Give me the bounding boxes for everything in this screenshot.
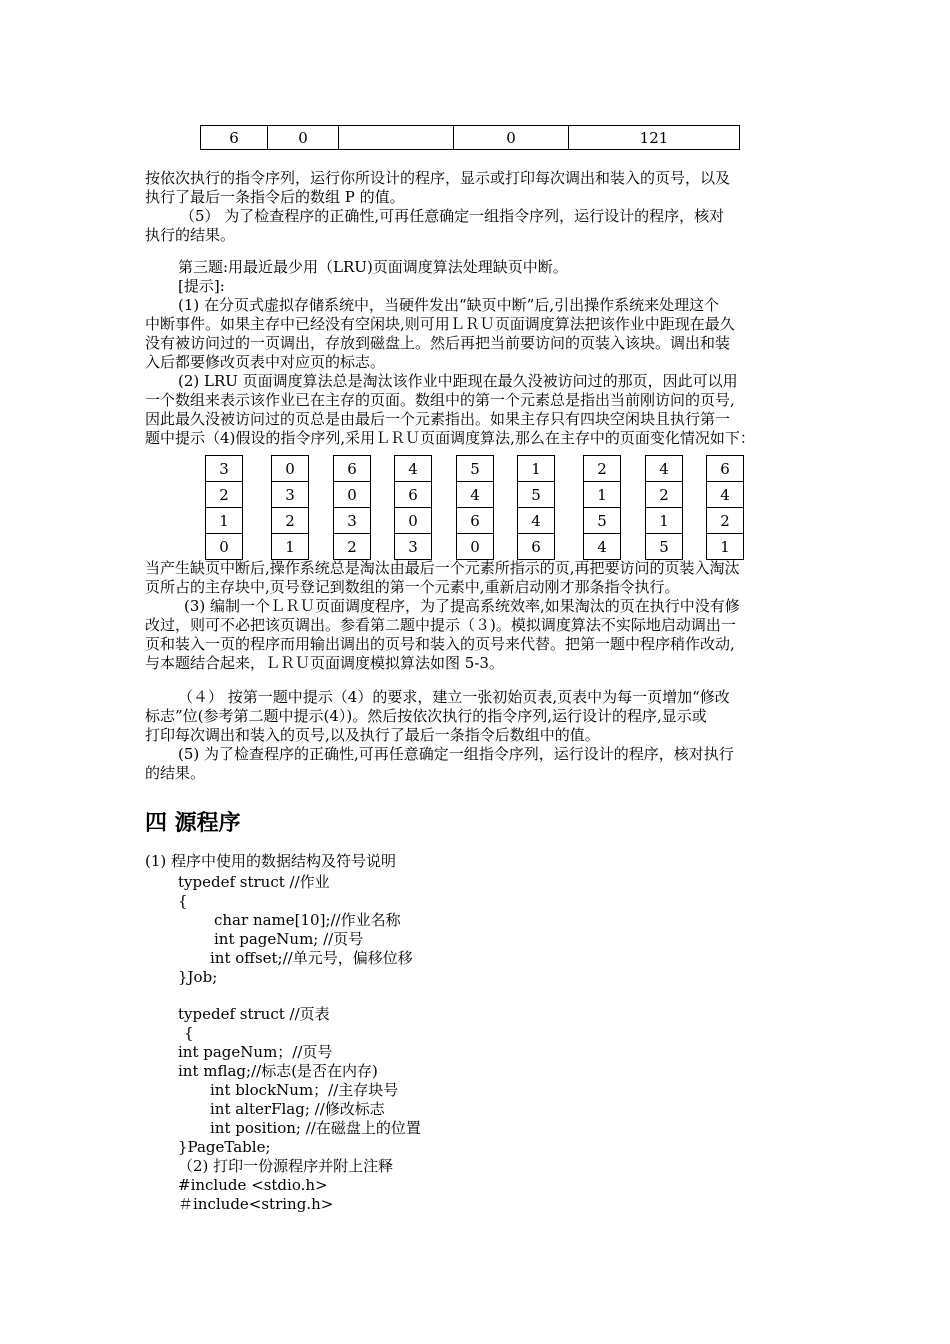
table-cell: 3 <box>334 508 371 534</box>
table-row <box>206 482 243 508</box>
paragraph-line: (2) LRU 页面调度算法总是淘汰该作业中距现在最久没被访问过的那页，因此可以用 <box>178 372 738 390</box>
table-cell: 4 <box>395 456 432 482</box>
section-heading: 四 源程序 <box>145 811 241 836</box>
code-line: int pageNum；//页号 <box>178 1043 333 1061</box>
table-cell: 5 <box>457 456 494 482</box>
table-cell: 2 <box>334 534 371 560</box>
table-row <box>206 534 243 560</box>
table-cell: 6 <box>707 456 744 482</box>
paragraph-line: 执行的结果。 <box>145 226 236 244</box>
table-cell: 0 <box>268 126 339 150</box>
table-row <box>334 456 371 482</box>
code-line: }PageTable; <box>178 1138 271 1156</box>
paragraph-line: 与本题结合起来，ＬＲＵ页面调度模拟算法如图 5-3。 <box>145 654 504 672</box>
table-cell: 2 <box>707 508 744 534</box>
code-caption: (1) 程序中使用的数据结构及符号说明 <box>145 852 397 870</box>
table-cell: 0 <box>272 456 309 482</box>
lru-column <box>706 455 744 560</box>
code-line: int position; //在磁盘上的位置 <box>210 1119 421 1137</box>
table-row <box>395 456 432 482</box>
table-row <box>646 456 683 482</box>
table-cell: 4 <box>646 456 683 482</box>
paragraph-line: 页所占的主存块中,页号登记到数组的第一个元素中,重新启动刚才那条指令执行。 <box>145 578 680 596</box>
paragraph-line: （5） 为了检查程序的正确性,可再任意确定一组指令序列，运行设计的程序，核对 <box>180 207 725 225</box>
table-cell: 6 <box>395 482 432 508</box>
table-row <box>518 482 555 508</box>
table-row <box>334 534 371 560</box>
table-cell: 3 <box>272 482 309 508</box>
table-row <box>272 508 309 534</box>
code-line: ＃include<string.h> <box>178 1195 334 1213</box>
lru-column <box>205 455 243 560</box>
table-row <box>707 456 744 482</box>
table-cell: 1 <box>707 534 744 560</box>
lru-column <box>271 455 309 560</box>
table-cell: 1 <box>646 508 683 534</box>
table-row <box>646 534 683 560</box>
paragraph-line: 题中提示（4)假设的指令序列,采用ＬＲＵ页面调度算法,那么在主存中的页面变化情况如下： <box>145 429 755 447</box>
table-cell: 0 <box>206 534 243 560</box>
table-row <box>334 508 371 534</box>
code-line: int offset;//单元号，偏移位移 <box>210 949 413 967</box>
paragraph-line: (5) 为了检查程序的正确性,可再任意确定一组指令序列，运行设计的程序，核对执行 <box>178 745 734 763</box>
table-row <box>584 456 621 482</box>
code-line: int blockNum；//主存块号 <box>210 1081 399 1099</box>
table-cell: 1 <box>206 508 243 534</box>
paragraph-line: 没有被访问过的一页调出，存放到磁盘上。然后再把当前要访问的页装入该块。调出和装 <box>145 334 731 352</box>
table-cell: 0 <box>454 126 569 150</box>
code-line: int alterFlag; //修改标志 <box>210 1100 385 1118</box>
table-row <box>272 456 309 482</box>
code-line: int pageNum; //页号 <box>214 930 364 948</box>
table-cell: 1 <box>584 482 621 508</box>
table-cell: 1 <box>518 456 555 482</box>
paragraph-line: (3) 编制一个ＬＲＵ页面调度程序，为了提高系统效率,如果淘汰的页在执行中没有修 <box>184 597 740 615</box>
table-cell: 2 <box>646 482 683 508</box>
table-row <box>646 482 683 508</box>
table-cell: 0 <box>457 534 494 560</box>
table-cell: 3 <box>206 456 243 482</box>
table-cell: 2 <box>206 482 243 508</box>
code-line: typedef struct //页表 <box>178 1005 330 1023</box>
table-row <box>707 482 744 508</box>
table-row <box>457 508 494 534</box>
table-cell: 4 <box>584 534 621 560</box>
table-row <box>584 508 621 534</box>
paragraph-line: 打印每次调出和装入的页号,以及执行了最后一条指令后数组中的值。 <box>145 726 600 744</box>
paragraph-line: 改过，则可不必把该页调出。参看第二题中提示（３)。模拟调度算法不实际地启动调出一 <box>145 616 736 634</box>
table-cell: 4 <box>457 482 494 508</box>
table-row <box>201 126 740 150</box>
table-row <box>518 508 555 534</box>
question-title: 第三题:用最近最少用（LRU)页面调度算法处理缺页中断。 <box>178 258 568 276</box>
table-cell: 0 <box>334 482 371 508</box>
table-cell: 5 <box>518 482 555 508</box>
page-array-table <box>200 125 740 150</box>
paragraph-line: 标志”位(参考第二题中提示(4）)。然后按依次执行的指令序列,运行设计的程序,显示或 <box>145 707 707 725</box>
code-line: { <box>178 892 188 910</box>
table-row <box>272 534 309 560</box>
table-cell <box>339 126 454 150</box>
table-row <box>206 456 243 482</box>
table-cell: 6 <box>518 534 555 560</box>
table-row <box>395 508 432 534</box>
paragraph-line: 的结果。 <box>145 764 206 782</box>
paragraph-line: 执行了最后一条指令后的数组 P 的值。 <box>145 188 405 206</box>
table-cell: 6 <box>334 456 371 482</box>
lru-column <box>583 455 621 560</box>
table-row <box>272 482 309 508</box>
table-cell: 6 <box>457 508 494 534</box>
lru-column <box>645 455 683 560</box>
paragraph-line: 一个数组来表示该作业已在主存的页面。数组中的第一个元素总是指出当前刚访问的页号, <box>145 391 735 409</box>
paragraph-line: 页和装入一页的程序而用输出调出的页号和装入的页号来代替。把第一题中程序稍作改动, <box>145 635 735 653</box>
paragraph-line: 按依次执行的指令序列，运行你所设计的程序，显示或打印每次调出和装入的页号，以及 <box>145 169 731 187</box>
table-row <box>518 534 555 560</box>
table-cell: 1 <box>272 534 309 560</box>
table-cell: 5 <box>584 508 621 534</box>
table-row <box>206 508 243 534</box>
paragraph-line: 因此最久没被访问过的页总是由最后一个元素指出。如果主存只有四块空闲块且执行第一 <box>145 410 731 428</box>
paragraph-line: 中断事件。如果主存中已经没有空闲块,则可用ＬＲＵ页面调度算法把该作业中距现在最久 <box>145 315 735 333</box>
code-line: （2) 打印一份源程序并附上注释 <box>178 1157 394 1175</box>
lru-column <box>456 455 494 560</box>
paragraph-line: (1) 在分页式虚拟存储系统中，当硬件发出“缺页中断”后,引出操作系统来处理这个 <box>178 296 720 314</box>
table-row <box>395 534 432 560</box>
table-row <box>334 482 371 508</box>
table-cell: 121 <box>569 126 740 150</box>
table-cell: 2 <box>584 456 621 482</box>
lru-column <box>517 455 555 560</box>
lru-column <box>394 455 432 560</box>
code-line: int mflag;//标志(是否在内存) <box>178 1062 378 1080</box>
table-cell: 0 <box>395 508 432 534</box>
table-cell: 6 <box>201 126 268 150</box>
table-row <box>518 456 555 482</box>
code-line: typedef struct //作业 <box>178 873 330 891</box>
code-line: #include <stdio.h> <box>178 1176 328 1194</box>
code-line: }Job; <box>178 968 218 986</box>
table-row <box>457 482 494 508</box>
lru-column <box>333 455 371 560</box>
code-line: char name[10];//作业名称 <box>214 911 401 929</box>
table-cell: 4 <box>518 508 555 534</box>
table-cell: 2 <box>272 508 309 534</box>
table-row <box>584 534 621 560</box>
paragraph-line: 入后都要修改页表中对应页的标志。 <box>145 353 386 371</box>
table-row <box>395 482 432 508</box>
table-row <box>457 534 494 560</box>
table-cell: 3 <box>395 534 432 560</box>
code-line: { <box>184 1024 194 1042</box>
table-row <box>707 508 744 534</box>
table-cell: 5 <box>646 534 683 560</box>
table-row <box>584 482 621 508</box>
table-cell: 4 <box>707 482 744 508</box>
table-row <box>457 456 494 482</box>
table-row <box>646 508 683 534</box>
hint-label: [提示]: <box>178 277 225 295</box>
paragraph-line: （４） 按第一题中提示（4）的要求，建立一张初始页表,页表中为每一页增加“修改 <box>178 688 730 706</box>
paragraph-line: 当产生缺页中断后,操作系统总是淘汰由最后一个元素所指示的页,再把要访问的页装入淘汰 <box>145 559 740 577</box>
table-row <box>707 534 744 560</box>
